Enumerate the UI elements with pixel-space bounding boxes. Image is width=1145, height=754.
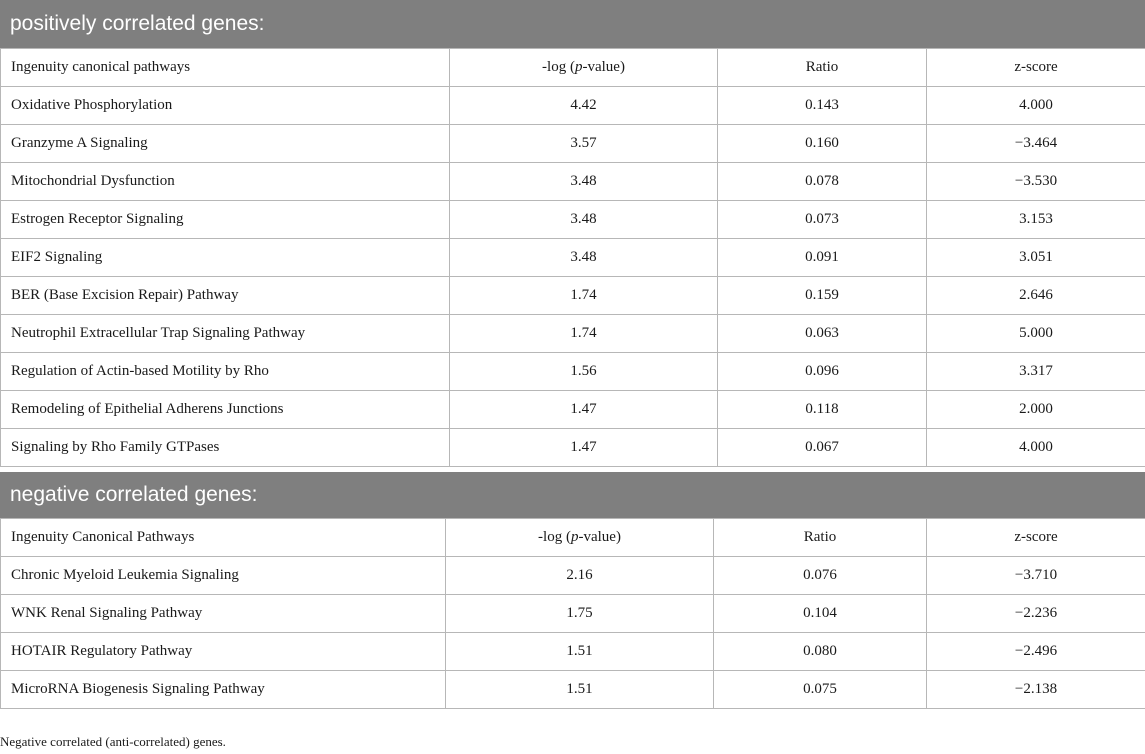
table-header-row: [1, 49, 1145, 87]
pathway-cell: Chronic Myeloid Leukemia Signaling: [1, 557, 446, 595]
pathway-cell: BER (Base Excision Repair) Pathway: [1, 277, 450, 315]
zscore-cell: 2.000: [927, 391, 1145, 429]
logp-cell: 1.74: [450, 277, 718, 315]
ratio-cell: 0.096: [718, 353, 927, 391]
zscore-cell: 5.000: [927, 315, 1145, 353]
section-header-positive: positively correlated genes:: [0, 0, 1145, 48]
column-header-ratio: Ratio: [714, 519, 927, 557]
table-row: [1, 595, 1145, 633]
negative-pathways-table: [0, 518, 1145, 709]
logp-cell: 3.48: [450, 163, 718, 201]
table-row: [1, 429, 1145, 467]
zscore-cell: 2.646: [927, 277, 1145, 315]
ratio-cell: 0.078: [718, 163, 927, 201]
ratio-cell: 0.080: [714, 633, 927, 671]
pathway-cell: Estrogen Receptor Signaling: [1, 201, 450, 239]
pathway-cell: Neutrophil Extracellular Trap Signaling Pathway: [1, 315, 450, 353]
zscore-cell: 4.000: [927, 429, 1145, 467]
logp-cell: 1.47: [450, 391, 718, 429]
table-footnote: Negative correlated (anti-correlated) genes.: [0, 734, 226, 749]
column-header-pathway: Ingenuity Canonical Pathways: [1, 519, 446, 557]
logp-cell: 1.56: [450, 353, 718, 391]
positive-pathways-table: [0, 48, 1145, 467]
zscore-cell: −2.496: [927, 633, 1145, 671]
column-header-zscore: z-score: [927, 519, 1145, 557]
ratio-cell: 0.160: [718, 125, 927, 163]
column-header-pathway: Ingenuity canonical pathways: [1, 49, 450, 87]
ratio-cell: 0.143: [718, 87, 927, 125]
logp-cell: 1.51: [446, 633, 714, 671]
table-row: [1, 391, 1145, 429]
table-row: [1, 353, 1145, 391]
ratio-cell: 0.091: [718, 239, 927, 277]
pathway-cell: Mitochondrial Dysfunction: [1, 163, 450, 201]
logp-cell: 1.75: [446, 595, 714, 633]
table-row: [1, 201, 1145, 239]
pathway-cell: WNK Renal Signaling Pathway: [1, 595, 446, 633]
table-row: [1, 239, 1145, 277]
ratio-cell: 0.073: [718, 201, 927, 239]
table-header-row: [1, 519, 1145, 557]
ratio-cell: 0.075: [714, 671, 927, 709]
pathway-cell: Signaling by Rho Family GTPases: [1, 429, 450, 467]
table-row: [1, 671, 1145, 709]
zscore-cell: −3.464: [927, 125, 1145, 163]
logp-cell: 1.74: [450, 315, 718, 353]
ratio-cell: 0.076: [714, 557, 927, 595]
table-row: [1, 557, 1145, 595]
logp-cell: 1.47: [450, 429, 718, 467]
pathway-cell: Remodeling of Epithelial Adherens Junctions: [1, 391, 450, 429]
column-header-zscore: z-score: [927, 49, 1145, 87]
zscore-cell: 4.000: [927, 87, 1145, 125]
logp-cell: 3.48: [450, 201, 718, 239]
logp-cell: 3.48: [450, 239, 718, 277]
column-header-logp: -log (p-value): [450, 49, 718, 87]
pathway-cell: HOTAIR Regulatory Pathway: [1, 633, 446, 671]
pathway-cell: Granzyme A Signaling: [1, 125, 450, 163]
ratio-cell: 0.063: [718, 315, 927, 353]
section-header-negative: negative correlated genes:: [0, 472, 1145, 518]
table-row: [1, 277, 1145, 315]
logp-cell: 4.42: [450, 87, 718, 125]
table-row: [1, 125, 1145, 163]
pathway-cell: EIF2 Signaling: [1, 239, 450, 277]
table-row: [1, 315, 1145, 353]
zscore-cell: 3.317: [927, 353, 1145, 391]
ratio-cell: 0.067: [718, 429, 927, 467]
logp-cell: 1.51: [446, 671, 714, 709]
column-header-logp: -log (p-value): [446, 519, 714, 557]
logp-cell: 3.57: [450, 125, 718, 163]
zscore-cell: −2.236: [927, 595, 1145, 633]
zscore-cell: −3.710: [927, 557, 1145, 595]
logp-cell: 2.16: [446, 557, 714, 595]
table-row: [1, 633, 1145, 671]
zscore-cell: −2.138: [927, 671, 1145, 709]
pathway-cell: MicroRNA Biogenesis Signaling Pathway: [1, 671, 446, 709]
zscore-cell: 3.153: [927, 201, 1145, 239]
ratio-cell: 0.118: [718, 391, 927, 429]
zscore-cell: 3.051: [927, 239, 1145, 277]
table-row: [1, 87, 1145, 125]
zscore-cell: −3.530: [927, 163, 1145, 201]
table-row: [1, 163, 1145, 201]
ratio-cell: 0.104: [714, 595, 927, 633]
pathway-cell: Oxidative Phosphorylation: [1, 87, 450, 125]
column-header-ratio: Ratio: [718, 49, 927, 87]
pathway-cell: Regulation of Actin-based Motility by Rho: [1, 353, 450, 391]
ratio-cell: 0.159: [718, 277, 927, 315]
